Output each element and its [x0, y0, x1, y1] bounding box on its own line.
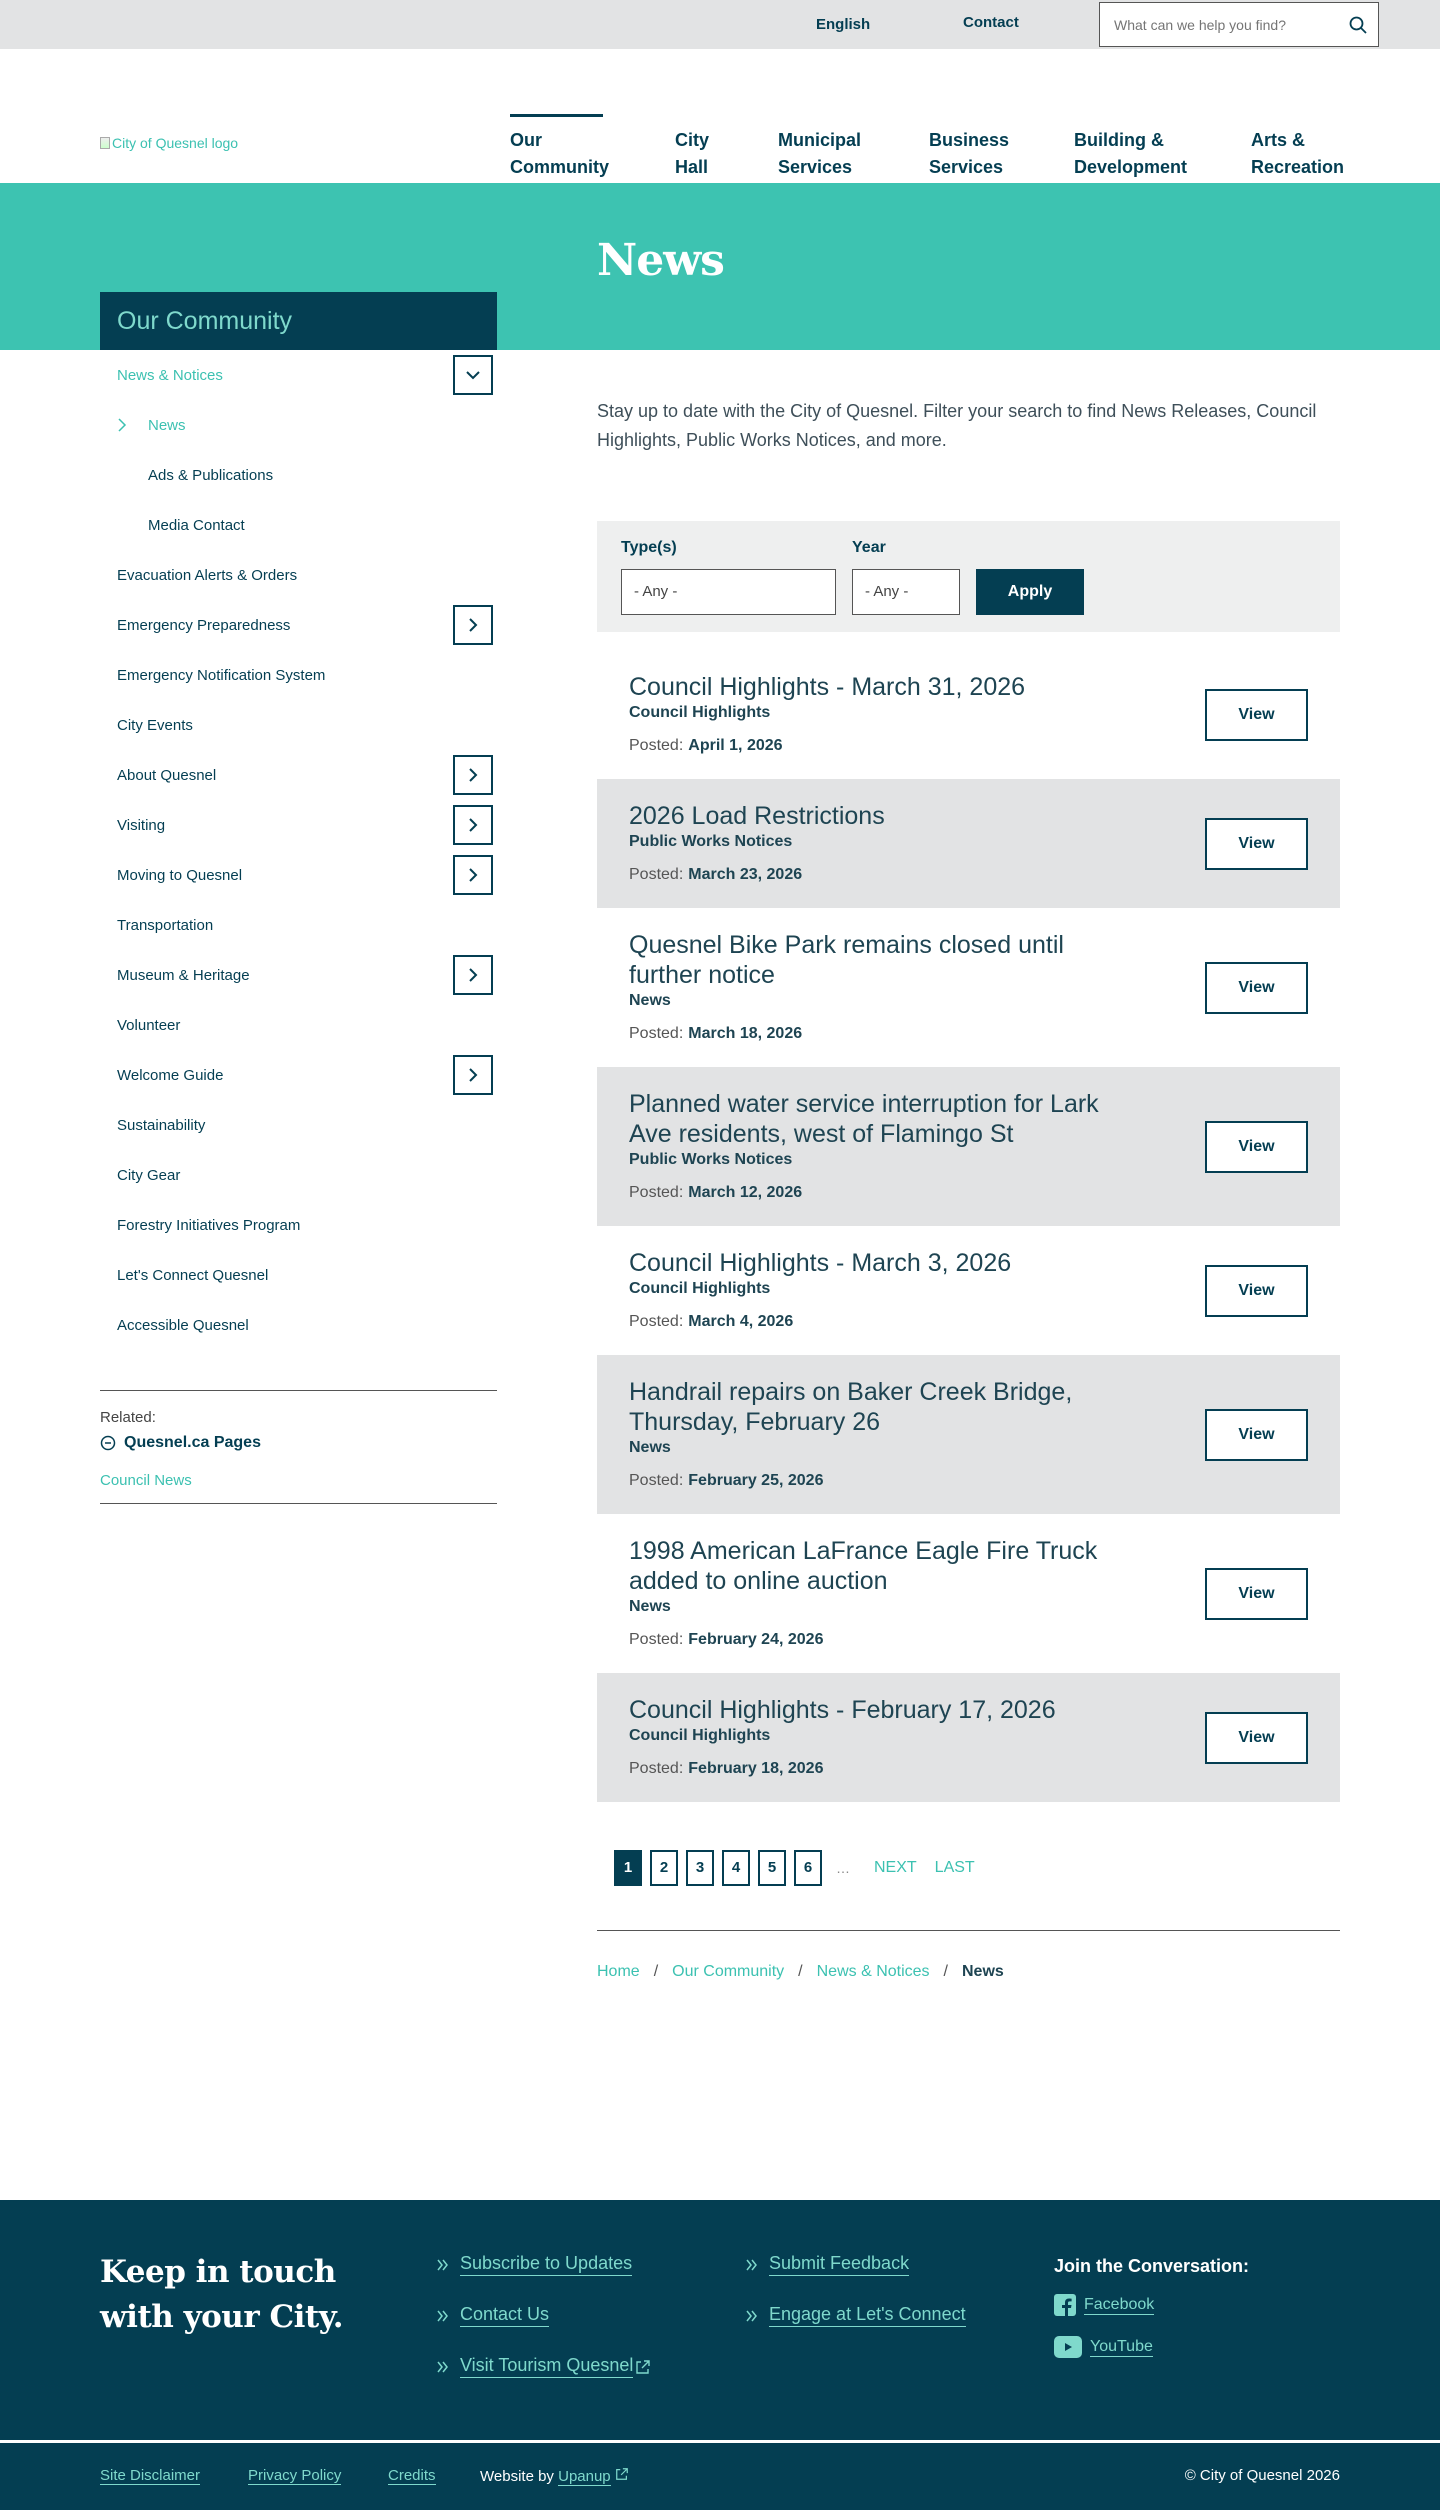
double-chevron-right-icon [436, 2360, 450, 2374]
types-select[interactable]: - Any - [621, 569, 836, 615]
news-posted: Posted: March 18, 2026 [629, 1025, 803, 1042]
nav-municipal-services[interactable]: Municipal Services [778, 130, 862, 177]
external-link-icon [635, 2359, 651, 2375]
news-posted: Posted: February 25, 2026 [629, 1472, 824, 1489]
breadcrumb-separator: / [798, 1963, 803, 1980]
site-disclaimer-link[interactable]: Site Disclaimer [100, 2467, 201, 2484]
logo-alt-text: City of Quesnel logo [112, 135, 239, 151]
page-body [0, 307, 1440, 2200]
news-title-link[interactable]: Council Highlights - February 17, 2026 [629, 1696, 1056, 1724]
news-type: Public Works Notices [629, 833, 793, 850]
page-1-button[interactable]: 1 [614, 1850, 642, 1886]
expand-toggle-button[interactable] [453, 805, 493, 845]
broken-image-icon [100, 137, 110, 149]
page-3-button[interactable]: 3 [686, 1850, 714, 1886]
nav-city-hall[interactable]: City Hall [675, 130, 710, 177]
related-label: Related: [100, 1409, 156, 1426]
page-4-button[interactable]: 4 [722, 1850, 750, 1886]
footer-tagline: Keep in touch with your City. [100, 2254, 343, 2335]
footer-link-contact[interactable]: Contact Us [436, 2304, 549, 2327]
news-type: Council Highlights [629, 1727, 771, 1744]
search-icon [1349, 16, 1367, 34]
last-page-link[interactable]: LAST [934, 1859, 975, 1876]
search-button[interactable] [1338, 3, 1378, 46]
news-type: Public Works Notices [629, 1151, 793, 1168]
sidebar-item-news[interactable]: News [100, 400, 497, 450]
sidebar-item-evacuation[interactable]: Evacuation Alerts & Orders [117, 566, 298, 584]
news-item [597, 779, 1340, 908]
double-chevron-right-icon [436, 2309, 450, 2323]
footer-bottom-bar [0, 2440, 1440, 2510]
apply-button[interactable]: Apply [976, 569, 1084, 615]
news-type: Council Highlights [629, 1280, 771, 1297]
sidebar-item-forestry[interactable]: Forestry Initiatives Program [117, 1216, 301, 1234]
news-item [597, 1355, 1340, 1514]
related-links [100, 1390, 497, 1504]
related-link-council-news[interactable]: Council News [100, 1472, 192, 1489]
expand-toggle-button[interactable] [453, 605, 493, 645]
sidebar-item-ads-publications[interactable]: Ads & Publications [148, 466, 274, 484]
view-button[interactable]: View [1205, 1265, 1308, 1317]
news-posted: Posted: March 12, 2026 [629, 1184, 803, 1201]
pagination-ellipsis: … [836, 1860, 850, 1876]
language-link[interactable]: English [816, 16, 871, 33]
news-title-link[interactable]: 2026 Load Restrictions [629, 802, 885, 830]
search-input[interactable] [1100, 3, 1338, 46]
intro-text: Stay up to date with the City of Quesnel. Filter your search to find News Releases, Council Highlights, Public Works Notices, and more. [597, 401, 1317, 450]
sidebar-item-media-contact[interactable]: Media Contact [148, 516, 245, 534]
year-label: Year [852, 539, 886, 556]
footer-link-subscribe[interactable]: Subscribe to Updates [436, 2253, 632, 2276]
collapse-toggle-button[interactable] [453, 355, 493, 395]
news-posted: Posted: February 24, 2026 [629, 1631, 824, 1648]
youtube-icon [1054, 2336, 1082, 2358]
nav-building-development[interactable]: Building & Development [1074, 130, 1188, 177]
chevron-right-icon [468, 1067, 478, 1083]
expand-toggle-button[interactable] [453, 1055, 493, 1095]
divider [597, 1930, 1340, 1931]
site-logo[interactable] [100, 135, 238, 151]
chevron-right-icon [468, 867, 478, 883]
news-item [597, 1673, 1340, 1802]
news-posted: Posted: February 18, 2026 [629, 1760, 824, 1777]
news-title-link[interactable]: Council Highlights - March 3, 2026 [629, 1249, 1012, 1277]
filter-bar [597, 521, 1340, 632]
chevron-right-icon [468, 767, 478, 783]
news-type: News [629, 992, 671, 1009]
breadcrumb-news-notices[interactable]: News & Notices [816, 1963, 930, 1980]
sidebar-item-emergency-preparedness[interactable]: Emergency Preparedness [100, 600, 497, 650]
breadcrumb-separator: / [653, 1963, 659, 1980]
site-search [1099, 2, 1379, 47]
breadcrumb-home[interactable]: Home [597, 1963, 640, 1980]
sidebar-item-city-events[interactable]: City Events [117, 716, 193, 734]
chevron-right-icon [468, 617, 478, 633]
news-title-link[interactable]: Handrail repairs on Baker Creek Bridge, Thursday, February 26 [629, 1378, 1073, 1436]
sidebar-item-transportation[interactable]: Transportation [117, 916, 214, 934]
chevron-right-icon [468, 817, 478, 833]
news-title-link[interactable]: Planned water service interruption for Lark Ave residents, west of Flamingo St [629, 1090, 1099, 1148]
double-chevron-right-icon [436, 2258, 450, 2272]
sidebar-nav [100, 350, 497, 1350]
sidebar-item-about-quesnel[interactable]: About Quesnel [100, 750, 497, 800]
related-group-toggle[interactable]: Quesnel.ca Pages [100, 1434, 497, 1452]
facebook-link[interactable]: Facebook [1054, 2294, 1154, 2316]
view-button[interactable]: View [1205, 1409, 1308, 1461]
next-page-link[interactable]: NEXT [874, 1859, 917, 1876]
sidebar-item-accessible[interactable]: Accessible Quesnel [117, 1316, 249, 1334]
news-list [597, 650, 1340, 1802]
privacy-policy-link[interactable]: Privacy Policy [248, 2467, 342, 2484]
sidebar-item-moving[interactable]: Moving to Quesnel [100, 850, 497, 900]
nav-business-services[interactable]: Business Services [929, 130, 1010, 177]
nav-our-community[interactable]: Our Community [510, 127, 609, 181]
sidebar-item-visiting[interactable]: Visiting [100, 800, 497, 850]
site-footer [0, 2200, 1440, 2440]
external-link-icon [615, 2467, 629, 2481]
news-item [597, 1226, 1340, 1355]
breadcrumb [597, 1963, 1340, 1981]
nav-arts-recreation[interactable]: Arts & Recreation [1251, 130, 1345, 177]
year-select[interactable]: - Any - [852, 569, 960, 615]
join-conversation-heading: Join the Conversation: [1054, 2256, 1250, 2276]
footer-link-lets-connect[interactable]: Engage at Let's Connect [745, 2304, 966, 2327]
sidebar-item-news-notices[interactable]: News & Notices [100, 350, 497, 400]
website-by: Website by Upanup [480, 2467, 629, 2485]
chevron-right-icon [468, 967, 478, 983]
sidebar-item-museum[interactable]: Museum & Heritage [100, 950, 497, 1000]
sidebar-item-welcome-guide[interactable]: Welcome Guide [100, 1050, 497, 1100]
news-type: Council Highlights [629, 704, 771, 721]
double-chevron-right-icon [745, 2258, 759, 2272]
news-item [597, 908, 1340, 1067]
breadcrumb-separator: / [943, 1963, 948, 1980]
news-item [597, 650, 1340, 779]
agency-link[interactable]: Upanup [558, 2468, 611, 2485]
credits-link[interactable]: Credits [388, 2467, 436, 2484]
chevron-right-icon [117, 417, 127, 433]
breadcrumb-current: News [962, 1963, 1004, 1980]
news-title-link[interactable]: 1998 American LaFrance Eagle Fire Truck added to online auction [629, 1537, 1098, 1595]
news-item [597, 1067, 1340, 1226]
page-5-button[interactable]: 5 [758, 1850, 786, 1886]
chevron-down-icon [465, 370, 481, 380]
sidebar-item-sustainability[interactable]: Sustainability [117, 1116, 206, 1134]
double-chevron-right-icon [745, 2309, 759, 2323]
footer-link-feedback[interactable]: Submit Feedback [745, 2253, 909, 2276]
news-title-link[interactable]: Council Highlights - March 31, 2026 [629, 673, 1026, 701]
types-label: Type(s) [621, 539, 677, 556]
sidebar-item-lets-connect[interactable]: Let's Connect Quesnel [117, 1266, 269, 1284]
breadcrumb-our-community[interactable]: Our Community [672, 1963, 785, 1980]
expand-toggle-button[interactable] [453, 955, 493, 995]
page-6-button[interactable]: 6 [794, 1850, 822, 1886]
sidebar-item-volunteer[interactable]: Volunteer [117, 1016, 181, 1034]
view-button[interactable]: View [1205, 689, 1308, 741]
news-type: News [629, 1439, 671, 1456]
sidebar-heading[interactable]: Our Community [100, 292, 497, 350]
pagination [614, 1850, 1340, 1886]
news-title-link[interactable]: Quesnel Bike Park remains closed until further notice [629, 931, 1064, 989]
minus-circle-icon [100, 1435, 116, 1451]
news-type: News [629, 1598, 671, 1615]
expand-toggle-button[interactable] [453, 855, 493, 895]
news-posted: Posted: April 1, 2026 [629, 737, 783, 754]
page-2-button[interactable]: 2 [650, 1850, 678, 1886]
page-title: News [597, 235, 724, 286]
view-button[interactable]: View [1205, 1121, 1308, 1173]
utility-bar [0, 0, 1440, 49]
news-item [597, 1514, 1340, 1673]
expand-toggle-button[interactable] [453, 755, 493, 795]
youtube-link[interactable]: YouTube [1054, 2336, 1153, 2358]
sidebar-item-city-gear[interactable]: City Gear [117, 1166, 181, 1184]
section-sidebar [100, 292, 497, 1504]
footer-link-tourism[interactable]: Visit Tourism Quesnel [436, 2355, 651, 2378]
view-button[interactable]: View [1205, 962, 1308, 1014]
main-content [597, 350, 1340, 1981]
news-posted: Posted: March 23, 2026 [629, 866, 803, 883]
view-button[interactable]: View [1205, 818, 1308, 870]
view-button[interactable]: View [1205, 1568, 1308, 1620]
facebook-icon [1054, 2294, 1076, 2316]
copyright: © City of Quesnel 2026 [1184, 2467, 1340, 2484]
contact-link[interactable]: Contact [963, 14, 1019, 31]
news-posted: Posted: March 4, 2026 [629, 1313, 794, 1330]
view-button[interactable]: View [1205, 1712, 1308, 1764]
sidebar-item-emergency-notification[interactable]: Emergency Notification System [117, 666, 326, 684]
site-header [0, 49, 1440, 183]
